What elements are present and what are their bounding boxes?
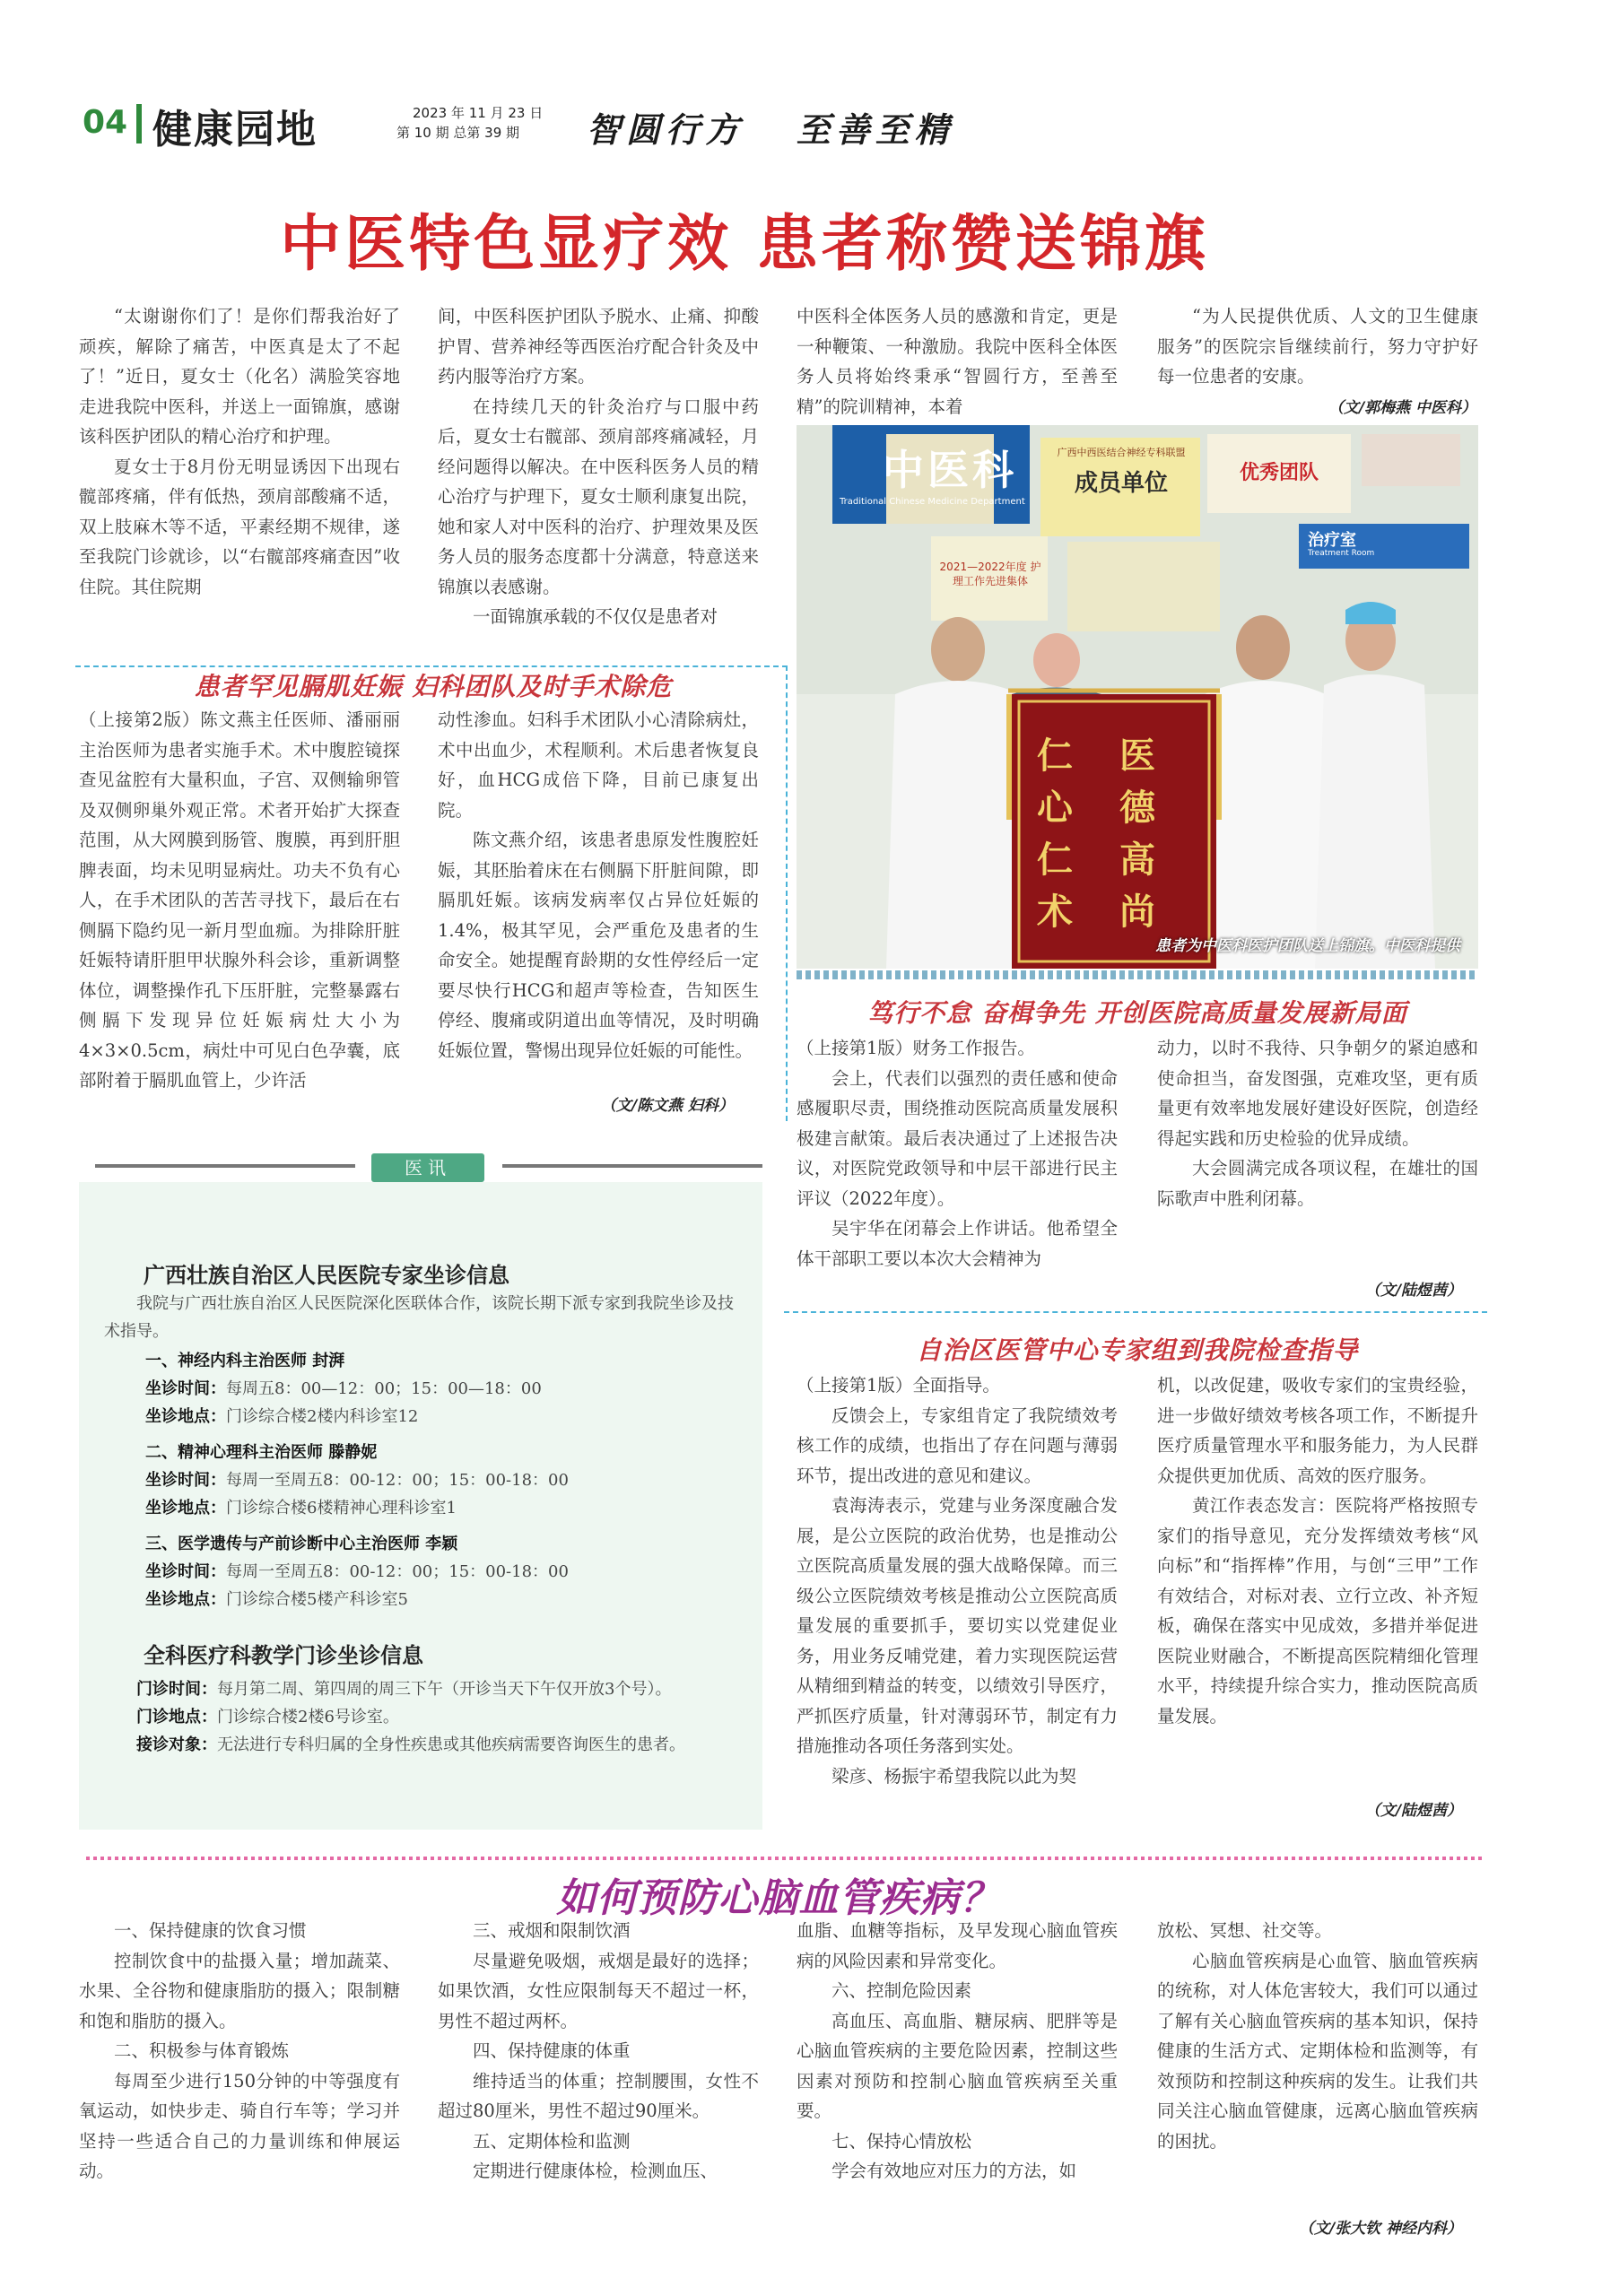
yixun-title-1: 广西壮族自治区人民医院专家坐诊信息	[144, 1263, 509, 1288]
work-report-title: 笃行不怠 奋楫争先 开创医院高质量发展新局面	[867, 998, 1407, 1028]
inspection-byline: （文/陆煜茜）	[1364, 1802, 1462, 1820]
place-value: 门诊综合楼5楼产科诊室5	[226, 1590, 408, 1609]
clinic-target-value: 无法进行专科归属的全身性疾患或其他疾病需要咨询医生的患者。	[217, 1735, 685, 1754]
paragraph: （上接第2版）陈文燕主任医师、潘丽丽主治医师为患者实施手术。术中腹腔镜探查见盆腔有大量积血，子宫、双侧输卵管及双侧卵巢外观正常。术者开始扩大探查范围，从大网膜到肠管、腹膜，再到肝胆脾表面，均未见明显病灶。功夫不负有心人，在手术团队的苦苦寻找下，最后在右侧膈下隐约见一新月型血痂。为排除肝脏妊娠特请肝胆甲状腺外科会诊，重新调整体位，调整操作孔下压肝脏，完整暴露右侧膈下发现异位妊娠病灶大小为4×3×0.5cm，病灶中可见白色孕囊，底部附着于膈肌血管上，少许活	[79, 709, 400, 1091]
place-label: 坐诊地点：	[145, 1499, 226, 1518]
masthead-divider	[136, 104, 142, 144]
teaching-clinic-info	[104, 1675, 744, 1759]
expert-entry	[145, 1530, 755, 1613]
paragraph: 维持适当的体重；控制腰围，女性不超过80厘米，男性不超过90厘米。	[438, 2070, 759, 2121]
main-article-col3	[797, 301, 1118, 422]
time-value: 每周五8：00—12：00；15：00—18：00	[226, 1379, 542, 1398]
place-label: 坐诊地点：	[145, 1407, 226, 1426]
prevention-col3	[797, 1916, 1118, 2187]
paragraph: 心脑血管疾病是心血管、脑血管疾病的统称，对人体危害较大，我们可以通过了解有关心脑血管疾病的基本知识，保持健康的生活方式、定期体检和监测等，有效预防和控制这种疾病的发生。让我们共同关注心脑血管健康，远离心脑血管疾病的困扰。	[1157, 1950, 1478, 2152]
rare-case-byline: （文/陈文燕 妇科）	[600, 1097, 734, 1115]
place-value: 门诊综合楼2楼内科诊室12	[226, 1407, 419, 1426]
banner-text-left: 仁心仁术	[1037, 735, 1073, 933]
clinic-place	[104, 1703, 744, 1731]
paragraph: （上接第1版）全面指导。	[797, 1375, 1000, 1396]
expert-entry	[145, 1347, 755, 1431]
paragraph: 动力，以时不我待、只争朝夕的紧迫感和使命担当，奋发图强，克难攻坚，更有质量更有效率地发展好建设好医院，创造经得起实践和历史检验的优异成绩。	[1157, 1038, 1478, 1149]
section-title: 健康园地	[152, 107, 318, 152]
paragraph: 血脂、血糖等指标，及早发现心脑血管疾病的风险因素和异常变化。	[797, 1920, 1118, 1971]
inspection-col1	[797, 1370, 1118, 1791]
paragraph: 学会有效地应对压力的方法，如	[831, 2161, 1077, 2181]
clinic-time-value: 每月第二周、第四周的周三下午（开诊当天下午仅开放3个号）。	[217, 1680, 672, 1699]
paragraph: “为人民提供优质、人文的卫生健康服务”的医院宗旨继续前行，努力守护好每一位患者的安康。	[1157, 306, 1478, 387]
expert-list	[145, 1347, 755, 1613]
paragraph: 夏女士于8月份无明显诱因下出现右髋部疼痛，伴有低热，颈肩部酸痛不适，双上肢麻木等不适，平素经期不规律，遂至我院门诊就诊，以“右髋部疼痛查因”收住院。其住院期	[79, 456, 400, 597]
yixun-rule-left	[95, 1164, 355, 1168]
inspection-title: 自治区医管中心专家组到我院检查指导	[916, 1335, 1359, 1365]
yixun-intro-text: 我院与广西壮族自治区人民医院深化医联体合作，该院长期下派专家到我院坐诊及技术指导。	[104, 1294, 734, 1341]
paragraph: 袁海涛表示，党建与业务深度融合发展，是公立医院的政治优势，也是推动公立医院高质量发展的强大战略保障。而三级公立医院绩效考核是推动公立医院高质量发展的重要抓手，要切实以党建促业务，用业务反哺党建，着力实现医院运营从精细到精益的转变，以绩效引导医疗，严抓医疗质量，针对薄弱环节，制定有力措施推动各项任务落到实处。	[797, 1495, 1118, 1756]
main-article-col1	[79, 301, 400, 602]
clinic-time-label: 门诊时间：	[136, 1680, 217, 1699]
expert-place	[145, 1586, 755, 1613]
expert-place	[145, 1494, 755, 1522]
expert-time	[145, 1375, 755, 1403]
paragraph: 黄江作表态发言：医院将严格按照专家们的指导意见，充分发挥绩效考核“风向标”和“指挥棒”作用，与创“三甲”工作有效结合，对标对表、立行立改、补齐短板，确保在落实中见成效，多措并举促进医院业财融合，不断提高医院精细化管理水平，持续提升综合实力，推动医院高质量发展。	[1157, 1495, 1478, 1726]
rare-case-col1	[79, 705, 400, 1096]
paragraph: 会上，代表们以强烈的责任感和使命感履职尽责，围绕推动医院高质量发展积极建言献策。最后表决通过了上述报告决议，对医院党政领导和中层干部进行民主评议（2022年度）。	[797, 1067, 1118, 1209]
clinic-target-label: 接诊对象：	[136, 1735, 217, 1754]
place-value: 门诊综合楼6楼精神心理科诊室1	[226, 1499, 457, 1518]
award-photo	[797, 425, 1478, 969]
time-value: 每周一至周五8：00-12：00；15：00-18：00	[226, 1562, 569, 1581]
clinic-target	[104, 1731, 744, 1759]
yixun-title-2: 全科医疗科教学门诊坐诊信息	[144, 1643, 423, 1668]
clinic-place-label: 门诊地点：	[136, 1708, 217, 1726]
expert-heading: 一、神经内科主治医师 封湃	[145, 1352, 345, 1370]
rare-case-title: 患者罕见膈肌妊娠 妇科团队及时手术除危	[194, 672, 673, 701]
expert-heading: 三、医学遗传与产前诊断中心主治医师 李颖	[145, 1535, 458, 1553]
issue-date: 2023 年 11 月 23 日	[413, 105, 544, 121]
work-report-byline: （文/陆煜茜）	[1364, 1282, 1462, 1300]
subheading: 三、戒烟和限制饮酒	[473, 1920, 631, 1941]
paragraph: 动性渗血。妇科手术团队小心清除病灶，术中出血少，术程顺利。术后患者恢复良好，血HCG成倍下降，目前已康复出院。	[438, 709, 759, 821]
rare-case-col2	[438, 705, 759, 1065]
prevention-top-border	[86, 1857, 1485, 1860]
paragraph: 吴宇华在闭幕会上作讲话。他希望全体干部职工要以本次大会精神为	[797, 1218, 1118, 1269]
yixun-intro	[104, 1290, 744, 1345]
prevention-col2	[438, 1916, 759, 2187]
paragraph: 控制饮食中的盐摄入量；增加蔬菜、水果、全谷物和健康脂肪的摄入；限制糖和饱和脂肪的摄入。	[79, 1950, 400, 2031]
issue-number: 第 10 期 总第 39 期	[396, 125, 520, 141]
department-sign-en: Traditional Chinese Medicine Department	[840, 497, 1025, 507]
prevention-col1	[79, 1916, 400, 2187]
expert-time	[145, 1466, 755, 1494]
main-article-col4	[1157, 301, 1478, 392]
work-report-col1	[797, 1033, 1118, 1274]
treatment-room-sign-en: Treatment Room	[1308, 549, 1375, 558]
paragraph: 中医科全体医务人员的感激和肯定，更是一种鞭策、一种激励。我院中医科全体医务人员将始终秉承“智圆行方，至善至精”的院训精神，本着	[797, 306, 1118, 417]
main-article-col2	[438, 301, 759, 632]
main-article-byline: （文/郭梅燕 中医科）	[1328, 399, 1476, 417]
paragraph: 陈文燕介绍，该患者患原发性腹腔妊娠，其胚胎着床在右侧膈下肝脏间隙，即膈肌妊娠。该病发病率仅占异位妊娠的1.4%，极其罕见，会严重危及患者的生命安全。她提醒育龄期的女性停经后一定要尽快行HCG和超声等检查，告知医生停经、腹痛或阴道出血等情况，及时明确妊娠位置，警惕出现异位妊娠的可能性。	[438, 830, 759, 1061]
hospital-motto: 智圆行方 至善至精	[587, 109, 954, 150]
yixun-rule-right	[502, 1164, 762, 1168]
paragraph: 高血压、高血脂、糖尿病、肥胖等是心脑血管疾病的主要危险因素，控制这些因素对预防和控制心脑血管疾病至关重要。	[797, 2010, 1118, 2121]
paragraph: 间，中医科医护团队予脱水、止痛、抑酸护胃、营养神经等西医治疗配合针灸及中药内服等治疗方案。	[438, 306, 759, 387]
page-number: 04	[83, 104, 128, 141]
paragraph: 尽量避免吸烟，戒烟是最好的选择；如果饮酒，女性应限制每天不超过一杯，男性不超过两杯。	[438, 1950, 759, 2031]
main-headline: 中医特色显疗效 患者称赞送锦旗	[280, 209, 1209, 280]
paragraph: 定期进行健康体检，检测血压、	[473, 2161, 718, 2181]
banner-text-right: 医德高尚	[1119, 735, 1155, 933]
prevention-col4	[1157, 1916, 1478, 2156]
award-board: 优秀团队	[1239, 462, 1319, 484]
time-label: 坐诊时间：	[145, 1562, 226, 1581]
photo-bottom-border	[797, 970, 1478, 979]
work-report-col2	[1157, 1033, 1478, 1213]
department-sign: 中医科	[883, 446, 1017, 494]
paragraph: “太谢谢你们了！是你们帮我治好了顽疾，解除了痛苦，中医真是太了不起了！”近日，夏女士（化名）满脸笑容地走进我院中医科，并送上一面锦旗，感谢该科医护团队的精心治疗和护理。	[79, 306, 400, 447]
subheading: 五、定期体检和监测	[473, 2130, 631, 2152]
clinic-place-value: 门诊综合楼2楼6号诊室。	[217, 1708, 399, 1726]
award-plaque: 2021—2022年度 护理工作先进集体	[939, 561, 1041, 587]
inspection-box	[784, 1311, 1487, 1329]
subheading: 一、保持健康的饮食习惯	[114, 1920, 307, 1941]
expert-entry	[145, 1439, 755, 1522]
place-label: 坐诊地点：	[145, 1590, 226, 1609]
time-label: 坐诊时间：	[145, 1471, 226, 1490]
expert-time	[145, 1558, 755, 1586]
expert-place	[145, 1403, 755, 1431]
prevention-byline: （文/张大钦 神经内科）	[1298, 2220, 1462, 2238]
time-label: 坐诊时间：	[145, 1379, 226, 1398]
paragraph: （上接第1版）财务工作报告。	[797, 1038, 1035, 1058]
inspection-col2	[1157, 1370, 1478, 1731]
subheading: 四、保持健康的体重	[473, 2040, 631, 2061]
paragraph: 反馈会上，专家组肯定了我院绩效考核工作的成绩，也指出了存在问题与薄弱环节，提出改进的意见和建议。	[797, 1405, 1118, 1486]
clinic-time	[104, 1675, 744, 1703]
expert-heading: 二、精神心理科主治医师 滕静妮	[145, 1443, 378, 1462]
subheading: 七、保持心情放松	[831, 2130, 972, 2152]
photo-caption: 患者为中医科医护团队送上锦旗。中医科提供	[1155, 937, 1460, 955]
prevention-title: 如何预防心脑血管疾病？	[556, 1875, 1001, 1921]
paragraph: 梁彦、杨振宇希望我院以此为契	[831, 1765, 1077, 1787]
yixun-label: 医讯	[371, 1153, 484, 1182]
subheading: 六、控制危险因素	[831, 1980, 972, 2001]
paragraph: 在持续几天的针灸治疗与口服中药后，夏女士右髋部、颈肩部疼痛减轻，月经问题得以解决。在中医科医务人员的精心治疗与护理下，夏女士顺利康复出院，她和家人对中医科的治疗、护理效果及医务人员的服务态度都十分满意，特意送来锦旗以表感谢。	[438, 396, 759, 597]
alliance-board-title: 广西中西医结合神经专科联盟	[1057, 447, 1186, 458]
subheading: 二、积极参与体育锻炼	[114, 2040, 290, 2061]
treatment-room-sign: 治疗室	[1308, 531, 1356, 550]
paragraph: 大会圆满完成各项议程，在雄壮的国际歌声中胜利闭幕。	[1157, 1158, 1478, 1209]
paragraph: 每周至少进行150分钟的中等强度有氧运动，如快步走、骑自行车等；学习并坚持一些适合自己的力量训练和伸展运动。	[79, 2070, 400, 2181]
paragraph: 一面锦旗承载的不仅仅是患者对	[473, 606, 718, 627]
paragraph: 机，以改促建，吸收专家们的宝贵经验，进一步做好绩效考核各项工作，不断提升医疗质量管理水平和服务能力，为人民群众提供更加优质、高效的医疗服务。	[1157, 1375, 1478, 1486]
alliance-board-label: 成员单位	[1074, 470, 1168, 497]
paragraph: 放松、冥想、社交等。	[1157, 1920, 1333, 1941]
time-value: 每周一至周五8：00-12：00；15：00-18：00	[226, 1471, 569, 1490]
